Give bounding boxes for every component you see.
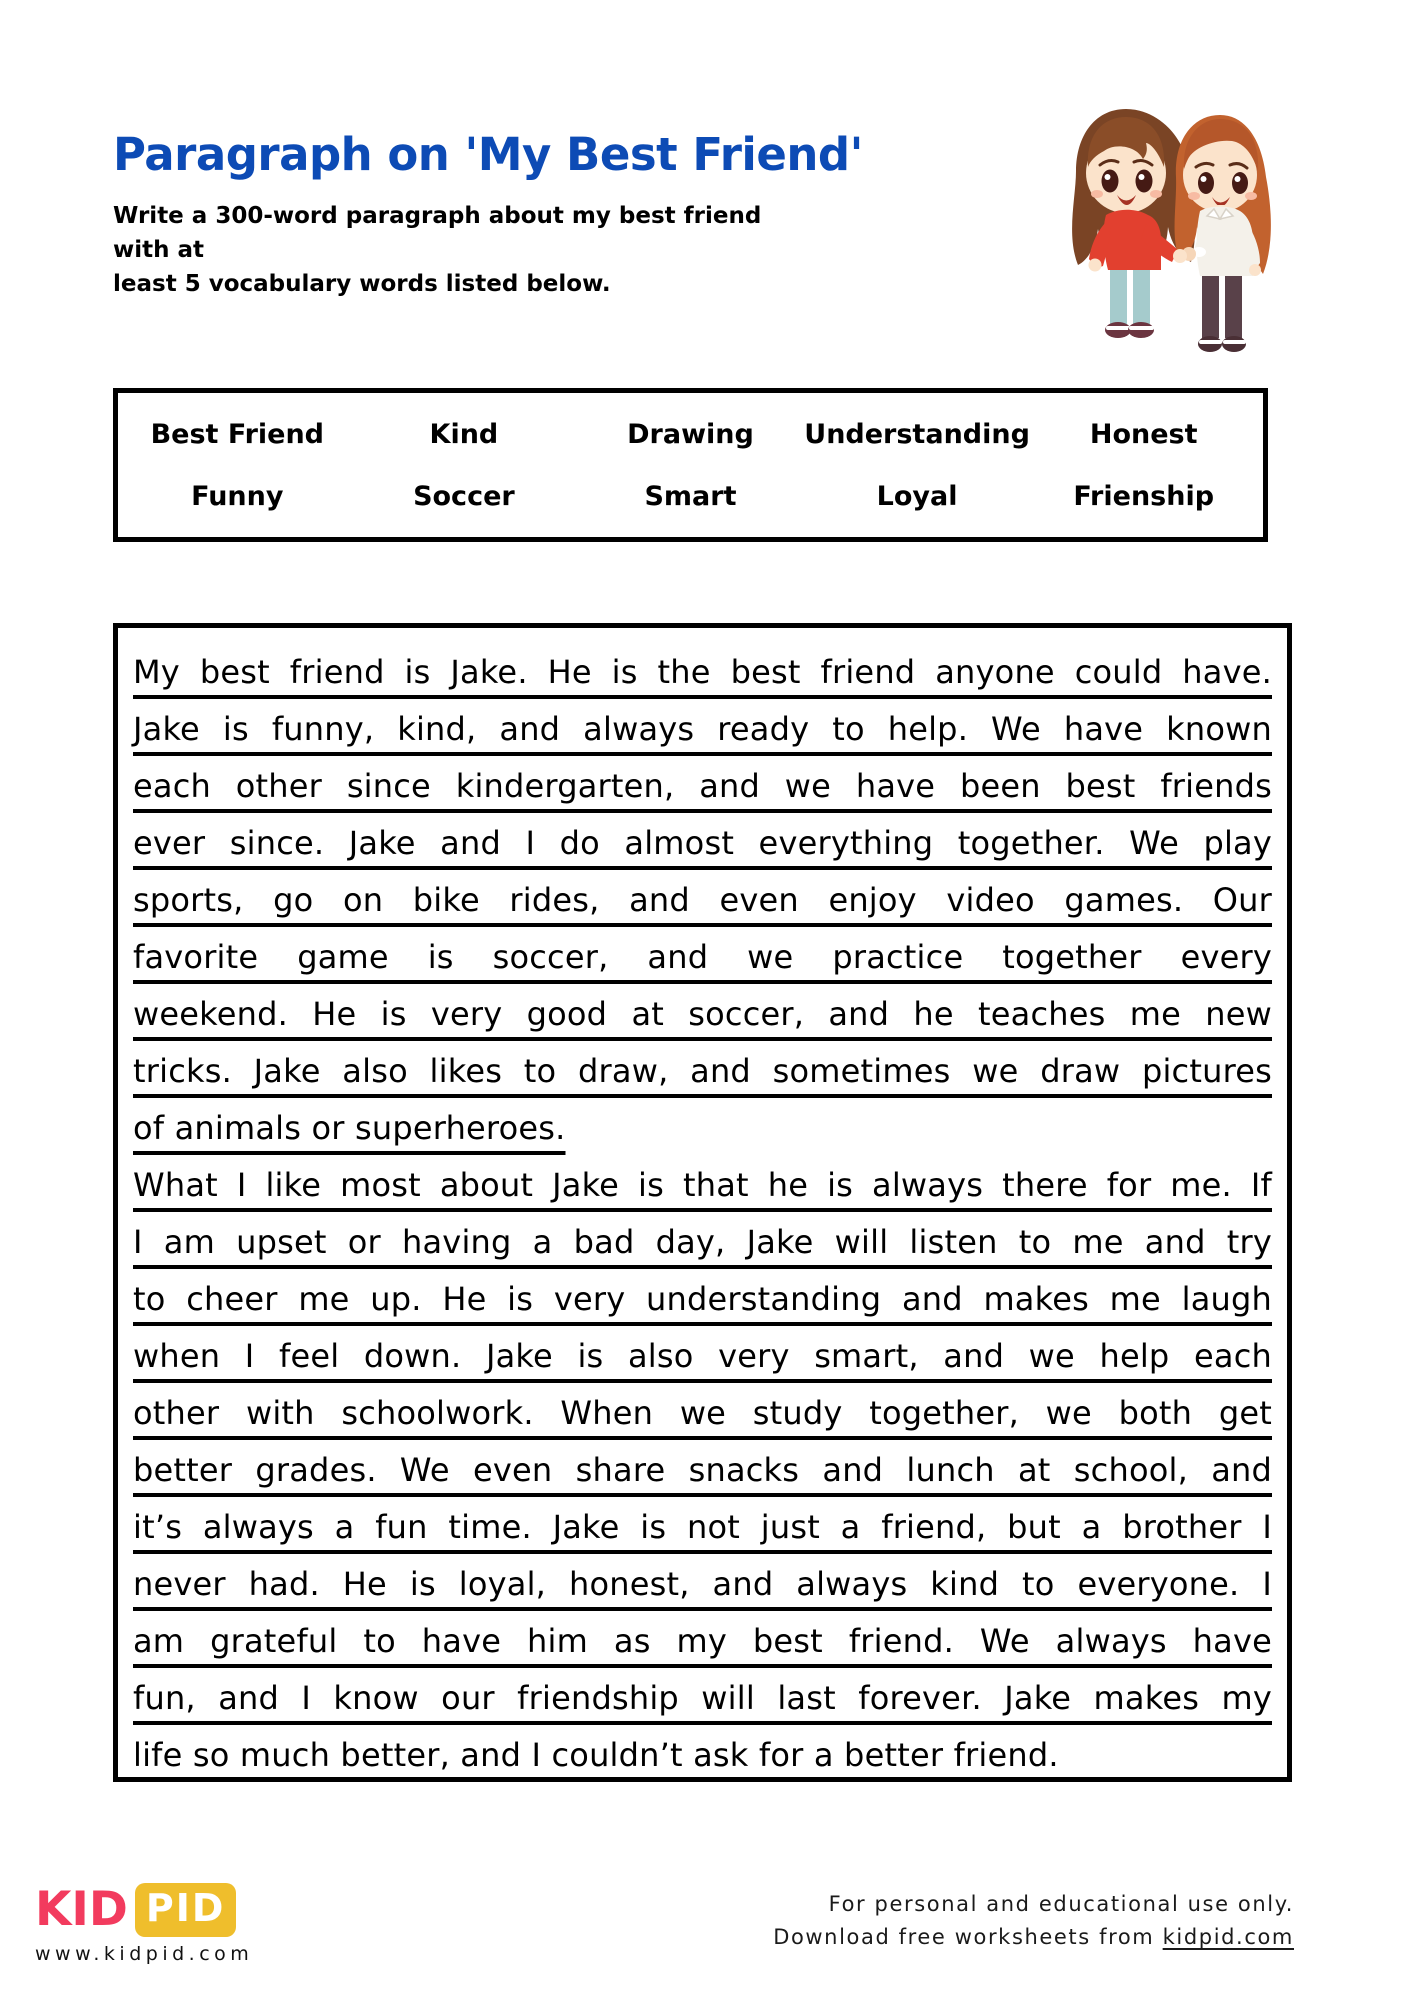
two-girls-illustration <box>1048 92 1298 384</box>
kidpid-link[interactable]: kidpid.com <box>1162 1925 1294 1949</box>
vocab-word: Understanding <box>804 418 1030 450</box>
essay-line: better grades. We even share snacks and lunch at school, and <box>133 1451 1272 1489</box>
page-title: Paragraph on 'My Best Friend' <box>113 128 863 181</box>
vocab-word: Honest <box>1089 418 1198 450</box>
instructions-line1: Write a 300-word paragraph about my best friend with at <box>113 203 762 263</box>
essay-line: I am upset or having a bad day, Jake will listen to me and try <box>133 1223 1272 1261</box>
essay-line: Jake is funny, kind, and always ready to help. We have known <box>133 710 1272 748</box>
usage-line1: For personal and educational use only. <box>828 1892 1294 1916</box>
essay-line: life so much better, and I couldn’t ask for a better friend. <box>133 1736 1059 1774</box>
vocab-word: Funny <box>191 480 284 512</box>
essay-line: of animals or superheroes. <box>133 1109 566 1147</box>
download-note: Download free worksheets from <box>773 1925 1163 1949</box>
instructions <box>113 199 813 301</box>
vocab-word: Kind <box>429 418 499 450</box>
logo-kid-text: KID <box>35 1882 128 1937</box>
essay-line: sports, go on bike rides, and even enjoy video games. Our <box>133 881 1272 919</box>
essay-box <box>113 623 1292 1782</box>
essay-line: am grateful to have him as my best friend. We always have <box>133 1622 1272 1660</box>
essay-line: tricks. Jake also likes to draw, and sometimes we draw pictures <box>133 1052 1272 1090</box>
essay-line: weekend. He is very good at soccer, and he teaches me new <box>133 995 1272 1033</box>
essay-line: it’s always a fun time. Jake is not just a friend, but a brother I <box>133 1508 1272 1546</box>
vocab-word: Frienship <box>1073 480 1215 512</box>
vocab-row-2 <box>124 465 1257 527</box>
essay-line: favorite game is soccer, and we practice together every <box>133 938 1272 976</box>
vocab-word: Drawing <box>627 418 754 450</box>
vocabulary-box <box>113 388 1268 542</box>
vocab-word: Loyal <box>876 480 958 512</box>
usage-note <box>773 1888 1294 1954</box>
vocab-word: Smart <box>644 480 737 512</box>
girl-right <box>1173 115 1271 352</box>
essay-line: to cheer me up. He is very understanding and makes me laugh <box>133 1280 1272 1318</box>
website-url: www.kidpid.com <box>35 1943 254 1965</box>
instructions-line2: least 5 vocabulary words listed below. <box>113 271 611 297</box>
kidpid-logo <box>35 1882 253 1937</box>
essay-line: ever since. Jake and I do almost everything together. We play <box>133 824 1272 862</box>
essay-line: each other since kindergarten, and we have been best friends <box>133 767 1272 805</box>
essay-line: never had. He is loyal, honest, and always kind to everyone. I <box>133 1565 1272 1603</box>
header <box>113 128 1033 301</box>
essay-line: other with schoolwork. When we study together, we both get <box>133 1394 1272 1432</box>
usage-line2 <box>773 1921 1294 1954</box>
essay-line: My best friend is Jake. He is the best friend anyone could have. <box>133 653 1272 691</box>
logo-pid-badge: PID <box>135 1883 237 1937</box>
essay-line: fun, and I know our friendship will last forever. Jake makes my <box>133 1679 1272 1717</box>
vocab-row-1 <box>124 403 1257 465</box>
essay-line: when I feel down. Jake is also very smart, and we help each <box>133 1337 1272 1375</box>
essay-line: What I like most about Jake is that he is always there for me. If <box>133 1166 1272 1204</box>
brand-footer <box>35 1882 253 1965</box>
vocab-word: Soccer <box>413 480 515 512</box>
vocab-word: Best Friend <box>150 418 324 450</box>
